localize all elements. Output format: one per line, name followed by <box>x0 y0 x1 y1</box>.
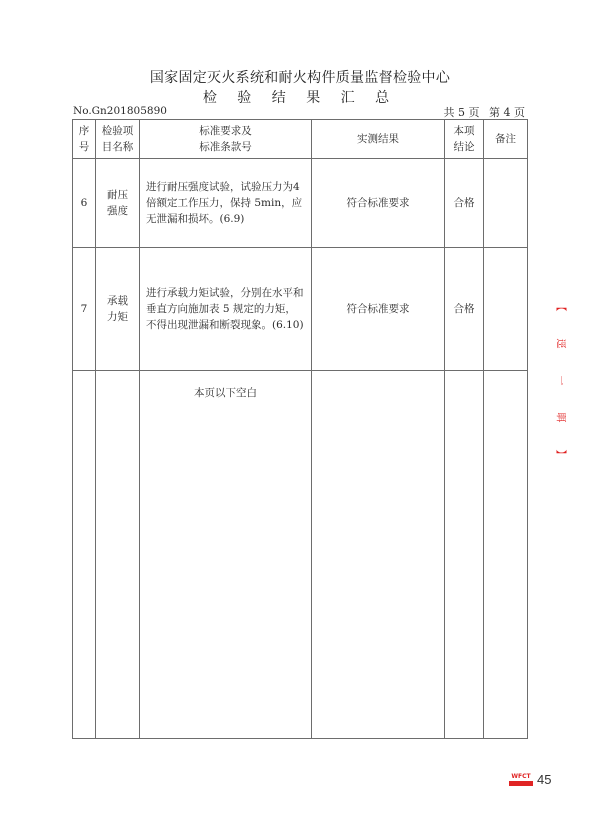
cell-conclusion: 合格 <box>445 248 484 371</box>
cell-blank-note <box>140 371 312 739</box>
page-footer <box>509 772 551 787</box>
document-number: No.Gn201805890 <box>73 105 167 117</box>
stamp-glyph: 逕 <box>554 338 566 349</box>
cell-item: 承载 力矩 <box>96 248 140 371</box>
stamp-bracket-open: 【 <box>554 301 566 312</box>
page-number: 45 <box>537 772 552 787</box>
blank-note: 本页以下空白 <box>194 387 257 399</box>
wfct-logo-icon: WFCT <box>509 774 533 786</box>
seal-stamp <box>552 300 568 485</box>
header-requirement: 标准要求及 标准条款号 <box>140 120 312 159</box>
cell-seq: 7 <box>73 248 96 371</box>
current-page: 第 4 页 <box>489 106 525 119</box>
total-pages: 共 5 页 <box>443 106 480 119</box>
stamp-bracket-close: 】 <box>554 449 566 460</box>
cell-remark <box>484 248 528 371</box>
stamp-glyph: 聑 <box>554 412 566 423</box>
organization-title: 国家固定灭火系统和耐火构件质量监督检验中心 <box>149 70 451 86</box>
cell-requirement: 进行承载力矩试验，分别在水平和垂直方向施加表 5 规定的力矩，不得出现泄漏和断裂现象。(6.10) <box>140 248 312 371</box>
cell-empty <box>96 371 140 739</box>
table-row <box>73 159 528 248</box>
page-indicator <box>438 104 526 120</box>
cell-seq: 6 <box>73 159 96 248</box>
cell-requirement: 进行耐压强度试验，试验压力为4倍额定工作压力，保持 5min，应无泄漏和损坏。(6.9) <box>140 159 312 248</box>
document-title: 检 验 结 果 汇 总 <box>202 90 398 106</box>
cell-item: 耐压 强度 <box>96 159 140 248</box>
header-item: 检验项 目名称 <box>96 120 140 159</box>
results-table <box>72 119 528 739</box>
cell-result: 符合标准要求 <box>312 248 445 371</box>
cell-empty <box>312 371 445 739</box>
cell-remark <box>484 159 528 248</box>
header-conclusion: 本项 结论 <box>445 120 484 159</box>
header-remark: 备注 <box>484 120 528 159</box>
cell-empty <box>73 371 96 739</box>
cell-conclusion: 合格 <box>445 159 484 248</box>
blank-row <box>73 371 528 739</box>
table-row <box>73 248 528 371</box>
cell-result: 符合标准要求 <box>312 159 445 248</box>
header-result: 实测结果 <box>312 120 445 159</box>
table-header-row <box>73 120 528 159</box>
stamp-dash: 一 <box>554 375 566 386</box>
cell-empty <box>484 371 528 739</box>
cell-empty <box>445 371 484 739</box>
header-seq: 序 号 <box>73 120 96 159</box>
